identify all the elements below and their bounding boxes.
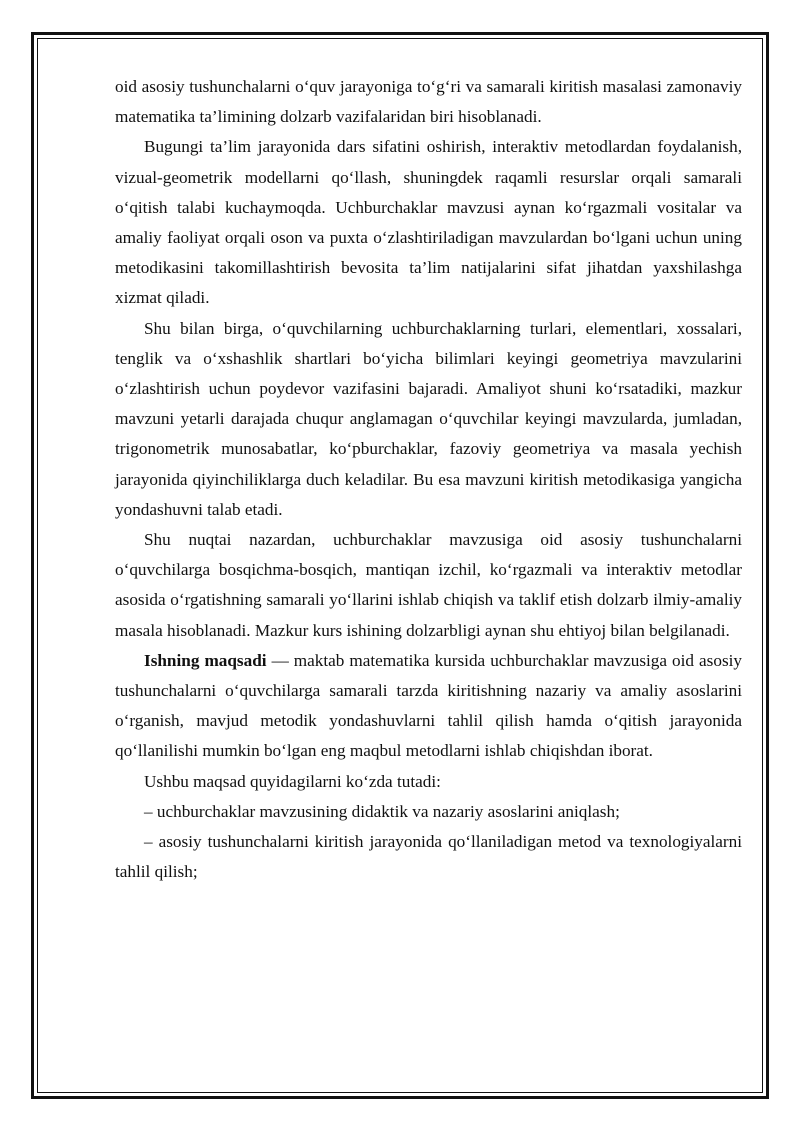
goal-heading: Ishning maqsadi <box>144 650 267 670</box>
paragraph-relevance: Shu nuqtai nazardan, uchburchaklar mavzusiga oid asosiy tushunchalarni o‘quvchilarga bosqichma-bosqich, mantiqan izchil, ko‘rgazmali va interaktiv metodlar asosida o‘rgatishning samarali yo‘llarini ishlab chiqish va taklif etish dolzarb ilmiy-amaliy masala hisoblanadi. Mazkur kurs ishining dolzarbligi aynan shu ehtiyoj bilan belgilanadi. <box>115 530 742 640</box>
list-item-methods: – asosiy tushunchalarni kiritish jarayonida qo‘llaniladigan metod va texnologiyalarni tahlil qilish; <box>115 832 742 882</box>
paragraph-continuation: oid asosiy tushunchalarni o‘quv jarayoniga to‘g‘ri va samarali kiritish masalasi zamonaviy matematika ta’limining dolzarb vazifalaridan biri hisoblanadi. <box>115 77 742 127</box>
paragraph-knowledge-foundation: Shu bilan birga, o‘quvchilarning uchburchaklarning turlari, elementlari, xossalari, tenglik va o‘xshashlik shartlari bo‘yicha bilimlari keyingi geometriya mavzularini o‘zlashtirish uchun poydevor vazifasini bajaradi. Amaliyot shuni ko‘rsatadiki, mazkur mavzuni yetarli darajada chuqur anglamagan o‘quvchilar keyingi mavzularda, jumladan, trigonometrik munosabatlar, ko‘pburchaklar, fazoviy geometriya va masala yechish jarayonida qiyinchiliklarga duch keladilar. Bu esa mavzuni kiritish metodikasiga yangicha yondashuvni talab etadi. <box>115 318 742 519</box>
paragraph-goal <box>115 646 742 767</box>
list-item-didactic: – uchburchaklar mavzusining didaktik va nazariy asoslarini aniqlash; <box>144 801 620 821</box>
paragraph-education-process: Bugungi ta’lim jarayonida dars sifatini oshirish, interaktiv metodlardan foydalanish, vizual-geometrik modellarni qo‘llash, shuningdek raqamli resurslar orqali samarali o‘qitish talabi kuchaymoqda. Uchburchaklar mavzusi aynan ko‘rgazmali vositalar va amaliy faoliyat orqali oson va puxta o‘zlashtiriladigan mavzulardan bo‘lgani uchun uning metodikasini takomillashtirish bevosita ta’lim natijalarini sifat jihatdan yaxshilashga xizmat qiladi. <box>115 137 742 308</box>
goal-text: — maktab matematika kursida uchburchaklar mavzusiga oid asosiy tushunchalarni o‘quvchilarga samarali tarzda kiritishning nazariy va amaliy asoslarini o‘rganish, mavjud metodik yondashuvlarni tahlil qilish hamda o‘qitish jarayonida qo‘llanilishi mumkin bo‘lgan eng maqbul metodlarni ishlab chiqishdan iborat. <box>115 650 743 761</box>
document-body <box>115 72 742 887</box>
paragraph-tasks-intro: Ushbu maqsad quyidagilarni ko‘zda tutadi: <box>144 771 441 791</box>
